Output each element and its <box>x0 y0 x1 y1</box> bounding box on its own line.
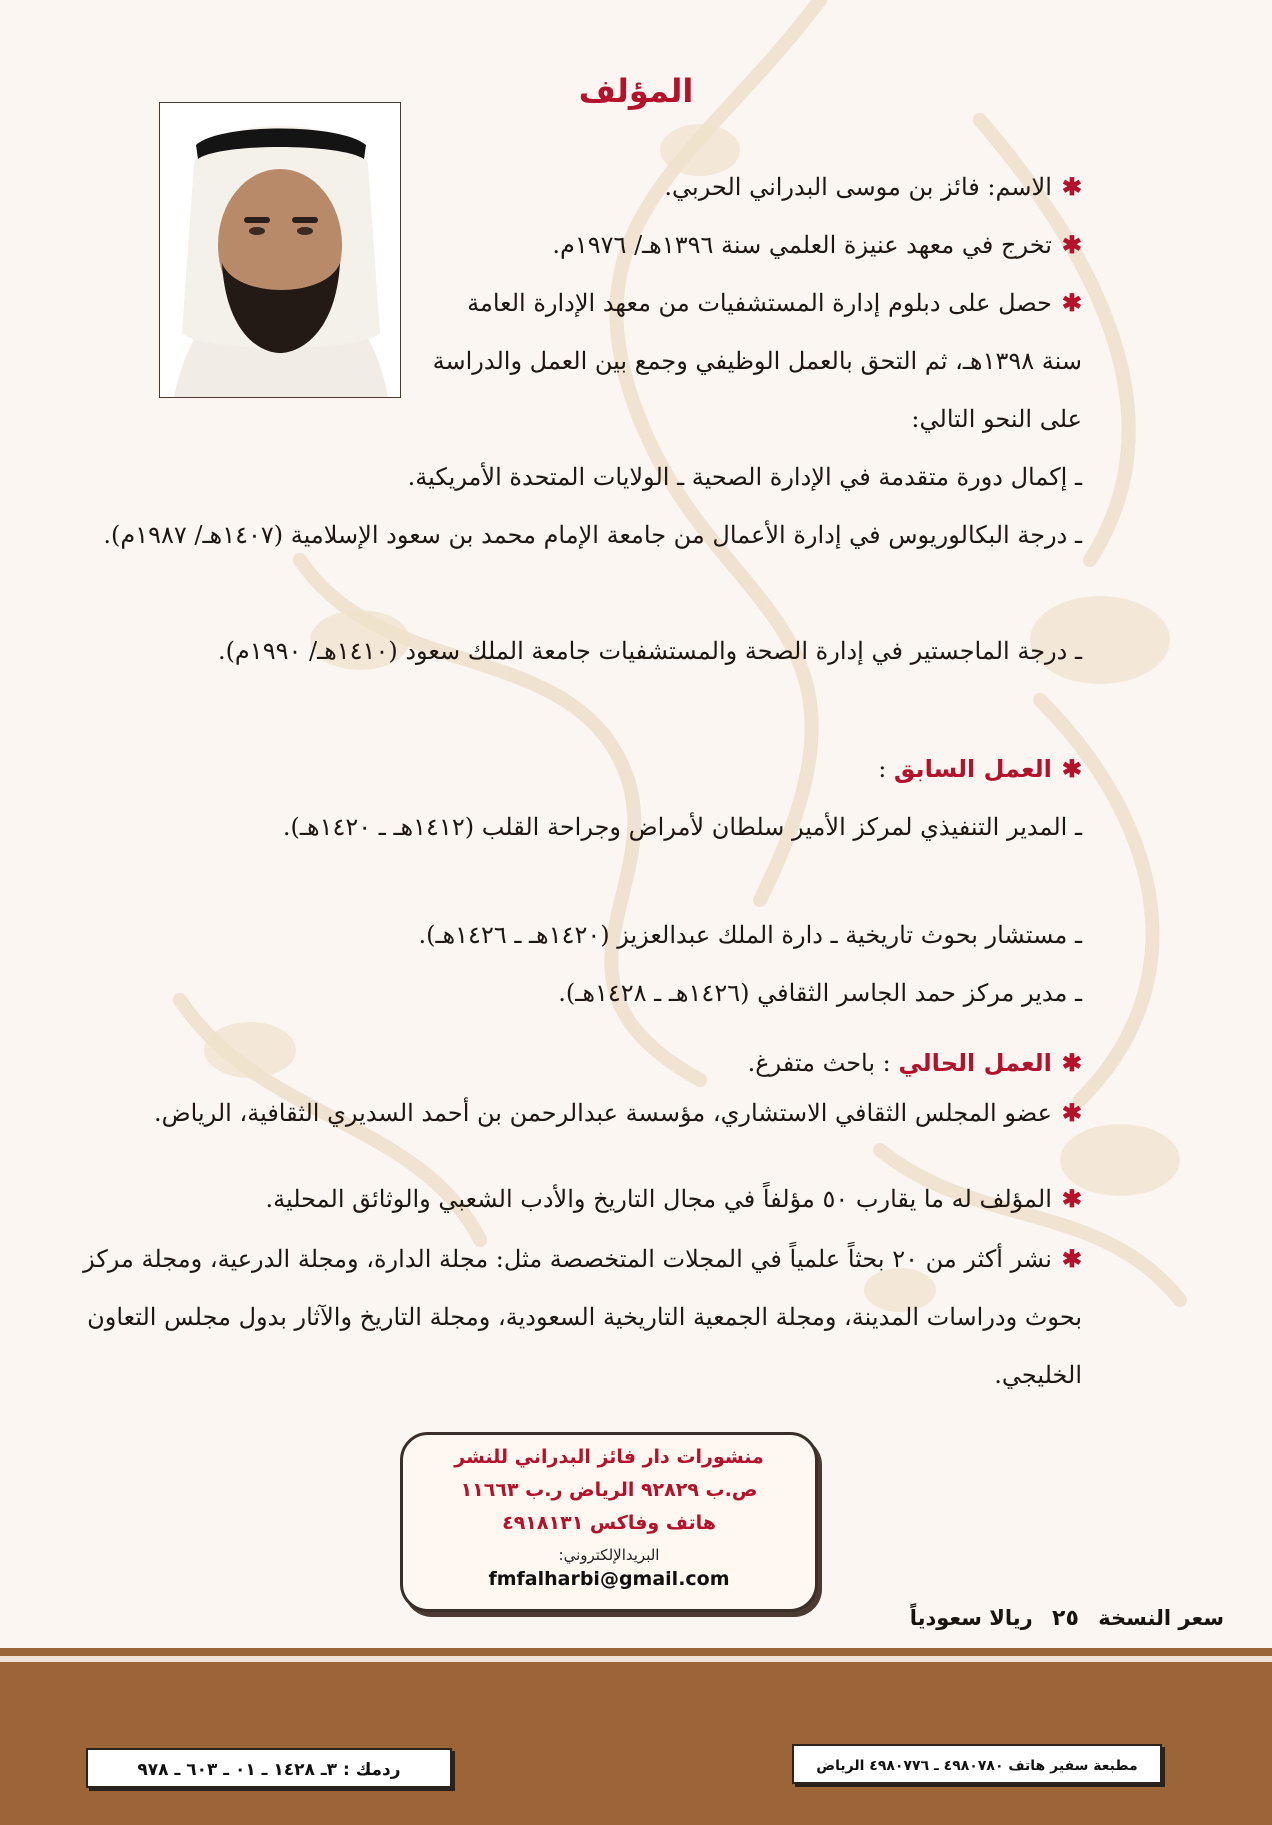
publisher-phone: هاتف وفاكس ٤٩١٨١٣١ <box>502 1512 716 1534</box>
price-amount: ٢٥ <box>1052 1606 1079 1631</box>
bullet-star-icon: ✱ <box>1061 754 1082 783</box>
other-council: ✱عضو المجلس الثقافي الاستشاري، مؤسسة عبدالرحمن بن أحمد السديري الثقافية، الرياض. <box>153 1098 1082 1127</box>
bullet-star-icon: ✱ <box>1061 1244 1082 1273</box>
bio-name: ✱الاسم: فائز بن موسى البدراني الحربي. <box>664 172 1082 201</box>
current-work: ✱العمل الحالي : باحث متفرغ. <box>747 1048 1082 1077</box>
bullet-star-icon: ✱ <box>1061 172 1082 201</box>
publisher-email-label: البريدالإلكتروني: <box>558 1546 660 1564</box>
bio-graduation: ✱تخرج في معهد عنيزة العلمي سنة ١٣٩٦هـ/ ١٩٧٦م. <box>552 230 1082 259</box>
price-label: سعر النسخة <box>1098 1606 1224 1630</box>
author-photo <box>159 102 401 398</box>
printer-label: مطبعة سفير هاتف ٤٩٨٠٧٨٠ ـ ٤٩٨٠٧٧٦ الرياض <box>792 1744 1162 1784</box>
previous-work-item-3: ـ مدير مركز حمد الجاسر الثقافي (١٤٢٦هـ ـ ١٤٢٨هـ). <box>558 979 1082 1007</box>
publisher-box <box>400 1432 818 1612</box>
bullet-star-icon: ✱ <box>1061 288 1082 317</box>
bullet-star-icon: ✱ <box>1061 1048 1082 1077</box>
previous-work-item-1: ـ المدير التنفيذي لمركز الأمير سلطان لأمراض وجراحة القلب (١٤١٢هـ ـ ١٤٢٠هـ). <box>282 813 1082 841</box>
education-item-1: ـ إكمال دورة متقدمة في الإدارة الصحية ـ الولايات المتحدة الأمريكية. <box>407 463 1082 491</box>
previous-work-item-2: ـ مستشار بحوث تاريخية ـ دارة الملك عبدالعزيز (١٤٢٠هـ ـ ١٤٢٦هـ). <box>418 921 1082 949</box>
price-currency: ريالا سعودياً <box>909 1606 1033 1630</box>
bullet-star-icon: ✱ <box>1061 230 1082 259</box>
education-item-2: ـ درجة البكالوريوس في إدارة الأعمال من جامعة الإمام محمد بن سعود الإسلامية (١٤٠٧هـ/ ١٩٨٧م). <box>103 521 1082 549</box>
price <box>910 1606 1224 1631</box>
previous-work-heading: ✱العمل السابق : <box>878 754 1082 783</box>
footer-stripe <box>0 1648 1272 1656</box>
bullet-star-icon: ✱ <box>1061 1098 1082 1127</box>
publisher-email: fmfalharbi@gmail.com <box>488 1568 730 1590</box>
other-research: ✱نشر أكثر من ٢٠ بحثاً علمياً في المجلات المتخصصة مثل: مجلة الدارة، ومجلة الدرعية، ومجلة مركز بحوث ودراسات المدينة، ومجلة الجمعية التاريخية السعودية، ومجلة التاريخ والآثار بدول مجلس التعاون الخليجي. <box>83 1244 1082 1389</box>
isbn-label: ردمك : ٣ـ ١٤٢٨ ـ ٠١ ـ ٦٠٣ ـ ٩٧٨ <box>86 1748 452 1788</box>
bio-diploma: ✱حصل على دبلوم إدارة المستشفيات من معهد الإدارة العامة سنة ١٣٩٨هـ، ثم التحق بالعمل الوظيفي وجمع بين العمل والدراسة على النحو التالي: <box>432 288 1082 433</box>
publisher-name: منشورات دار فائز البدراني للنشر <box>454 1446 764 1468</box>
other-books: ✱المؤلف له ما يقارب ٥٠ مؤلفاً في مجال التاريخ والأدب الشعبي والوثائق المحلية. <box>265 1184 1082 1213</box>
page-title: المؤلف <box>578 72 694 110</box>
bullet-star-icon: ✱ <box>1061 1184 1082 1213</box>
publisher-address: ص.ب ٩٢٨٢٩ الرياض ر.ب ١١٦٦٣ <box>460 1479 758 1501</box>
education-item-3: ـ درجة الماجستير في إدارة الصحة والمستشفيات جامعة الملك سعود (١٤١٠هـ/ ١٩٩٠م). <box>217 637 1082 665</box>
